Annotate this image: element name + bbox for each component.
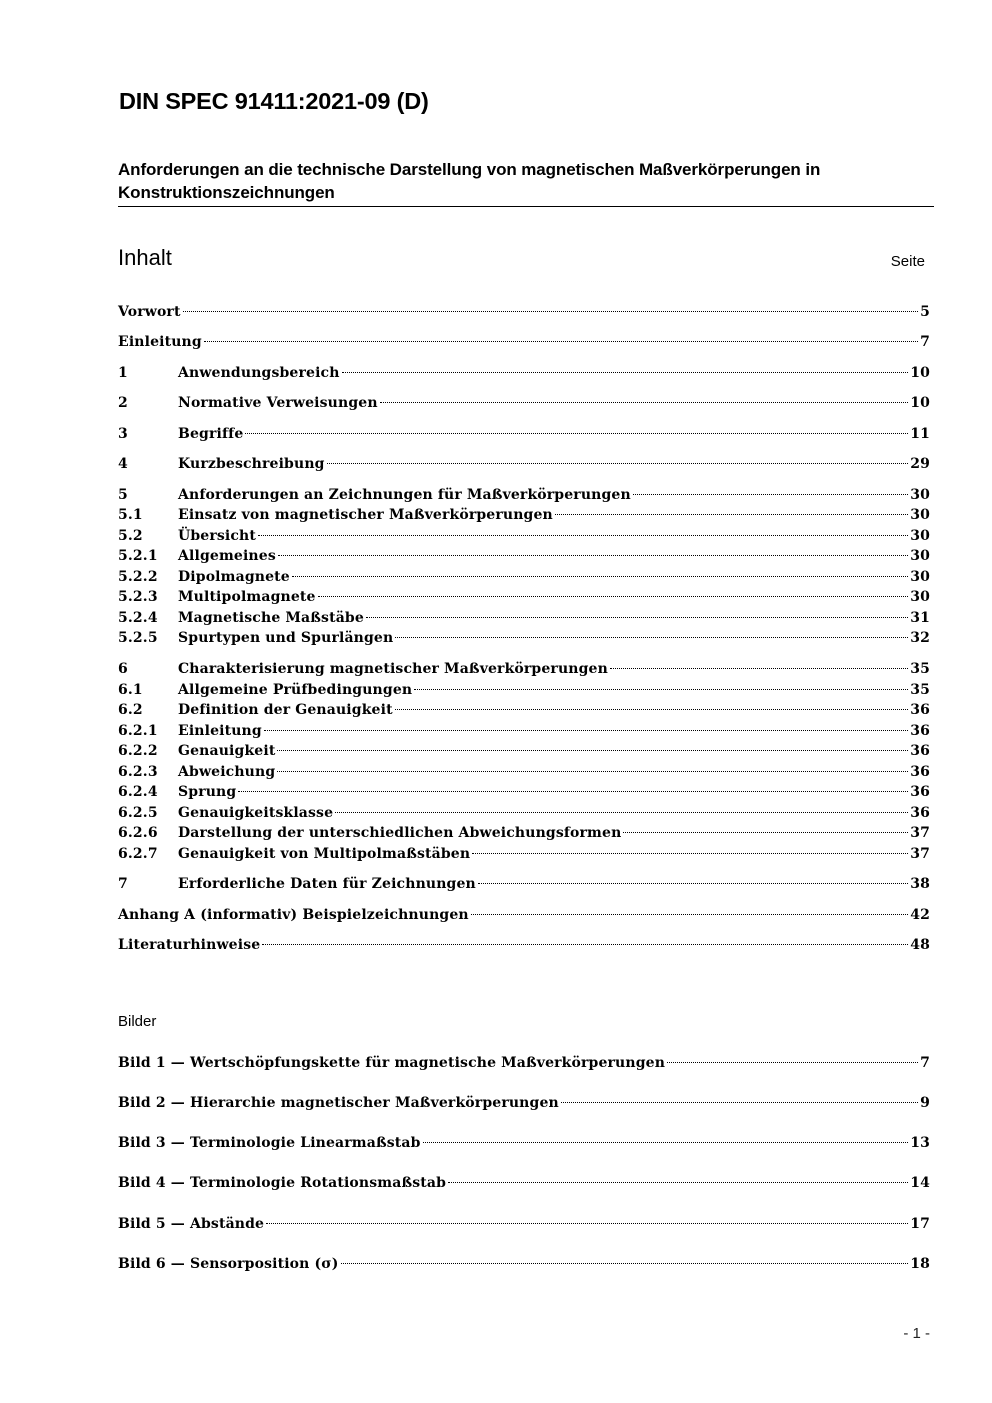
toc-entry-page: 36 <box>910 743 930 759</box>
toc-entry[interactable] <box>118 935 930 955</box>
dot-leader <box>623 832 908 833</box>
toc-entry-page: 30 <box>910 528 930 544</box>
document-title: Anforderungen an die technische Darstellung von magnetischen Maßverkörperungen in Konstruktionszeichnungen <box>118 160 821 202</box>
dot-leader <box>610 668 908 669</box>
figure-entry[interactable] <box>118 1214 930 1234</box>
toc-entry-number: 4 <box>118 456 128 472</box>
dot-leader <box>633 494 908 495</box>
toc-entry-number: 2 <box>118 395 128 411</box>
toc-entry-number: 6.2.3 <box>118 764 158 780</box>
toc-entry-page: 38 <box>910 876 930 892</box>
toc-entry-page: 11 <box>910 426 930 442</box>
dot-leader <box>472 853 908 854</box>
toc-entry-number: 5.2.5 <box>118 630 158 646</box>
toc-entry-number: 6.2.2 <box>118 743 158 759</box>
dot-leader <box>423 1142 909 1143</box>
toc-entry-number: 5.1 <box>118 507 143 523</box>
figure-entry[interactable] <box>118 1173 930 1193</box>
toc-entry[interactable] <box>118 567 930 587</box>
toc-entry[interactable] <box>118 424 930 444</box>
toc-entry-label: Abweichung <box>178 764 276 780</box>
toc-entry-page: 36 <box>910 805 930 821</box>
dot-leader <box>561 1102 918 1103</box>
toc-entry-page: 29 <box>910 456 930 472</box>
dot-leader <box>380 402 909 403</box>
toc-entry-label: Begriffe <box>178 426 244 442</box>
toc-entry-label: Definition der Genauigkeit <box>178 702 393 718</box>
toc-entry[interactable] <box>118 721 930 741</box>
toc-entry-page: 36 <box>910 764 930 780</box>
toc-entry[interactable] <box>118 526 930 546</box>
toc-entry-page: 48 <box>910 937 930 953</box>
toc-entry-label: Genauigkeit von Multipolmaßstäben <box>178 846 471 862</box>
dot-leader <box>204 341 918 342</box>
toc-entry-page: 10 <box>910 365 930 381</box>
figure-entry[interactable] <box>118 1133 930 1153</box>
toc-entry-page: 30 <box>910 589 930 605</box>
page-number: - 1 - <box>903 1325 930 1342</box>
toc-entry-label: Literaturhinweise <box>118 937 261 953</box>
dot-leader <box>264 730 908 731</box>
toc-entry-label: Allgemeine Prüfbedingungen <box>178 682 413 698</box>
dot-leader <box>395 709 909 710</box>
dot-leader <box>183 311 919 312</box>
toc-entry[interactable] <box>118 628 930 648</box>
toc-entry-page: 30 <box>910 487 930 503</box>
page-column-label: Seite <box>890 253 925 270</box>
toc-entry-page: 36 <box>910 723 930 739</box>
toc-entry-page: 35 <box>910 661 930 677</box>
toc-entry-page: 42 <box>910 907 930 923</box>
toc-entry[interactable] <box>118 905 930 925</box>
dot-leader <box>395 637 908 638</box>
toc-entry[interactable] <box>118 454 930 474</box>
dot-leader <box>327 463 909 464</box>
toc-entry-number: 5.2.3 <box>118 589 158 605</box>
toc-entry-number: 7 <box>118 876 128 892</box>
toc-entry-number: 6.2.1 <box>118 723 158 739</box>
figure-entry-label: Bild 2 — Hierarchie magnetischer Maßverkörperungen <box>118 1095 559 1111</box>
toc-entry-number: 5 <box>118 487 128 503</box>
dot-leader <box>318 596 909 597</box>
figure-entry-label: Bild 4 — Terminologie Rotationsmaßstab <box>118 1175 447 1191</box>
figure-entry[interactable] <box>118 1093 930 1113</box>
toc-entry-page: 31 <box>910 610 930 626</box>
toc-entry-label: Übersicht <box>178 528 257 544</box>
dot-leader <box>277 750 908 751</box>
toc-entry-page: 30 <box>910 569 930 585</box>
toc-entry-page: 37 <box>910 846 930 862</box>
document-id: DIN SPEC 91411:2021-09 (D) <box>119 88 429 114</box>
toc-entry-label: Erforderliche Daten für Zeichnungen <box>178 876 476 892</box>
toc-entry-label: Magnetische Maßstäbe <box>178 610 364 626</box>
toc-entry-number: 5.2.2 <box>118 569 158 585</box>
toc-entry-number: 1 <box>118 365 128 381</box>
figure-entry-page: 18 <box>910 1256 930 1272</box>
dot-leader <box>262 944 908 945</box>
toc-entry-number: 5.2 <box>118 528 143 544</box>
toc-entry[interactable] <box>118 803 930 823</box>
toc-entry[interactable] <box>118 485 930 505</box>
toc-entry-label: Dipolmagnete <box>178 569 290 585</box>
toc-entry-label: Einleitung <box>118 334 202 350</box>
dot-leader <box>341 1263 909 1264</box>
dot-leader <box>448 1182 908 1183</box>
figure-entry-page: 17 <box>910 1216 930 1232</box>
toc-entry-label: Charakterisierung magnetischer Maßverkörperungen <box>178 661 608 677</box>
toc-entry-page: 36 <box>910 702 930 718</box>
toc-entry[interactable] <box>118 823 930 843</box>
toc-entry[interactable] <box>118 874 930 894</box>
dot-leader <box>366 617 908 618</box>
toc-entry-label: Kurzbeschreibung <box>178 456 325 472</box>
toc-entry-label: Anhang A (informativ) Beispielzeichnungen <box>118 907 469 923</box>
dot-leader <box>292 576 908 577</box>
toc-entry-page: 7 <box>920 334 930 350</box>
toc-entry[interactable] <box>118 700 930 720</box>
toc-entry[interactable] <box>118 393 930 413</box>
dot-leader <box>555 514 908 515</box>
figure-entry-label: Bild 5 — Abstände <box>118 1216 265 1232</box>
dot-leader <box>258 535 908 536</box>
toc-entry[interactable] <box>118 844 930 864</box>
dot-leader <box>471 914 908 915</box>
dot-leader <box>414 689 908 690</box>
toc-entry[interactable] <box>118 546 930 566</box>
toc-entry-number: 6.1 <box>118 682 143 698</box>
figure-entry-page: 7 <box>920 1055 930 1071</box>
toc-entry[interactable] <box>118 762 930 782</box>
figure-entry[interactable] <box>118 1254 930 1274</box>
toc-entry[interactable] <box>118 587 930 607</box>
title-rule <box>118 206 934 207</box>
toc-entry-page: 35 <box>910 682 930 698</box>
toc-entry-page: 30 <box>910 548 930 564</box>
figure-entry-page: 13 <box>910 1135 930 1151</box>
toc-entry-number: 6.2.4 <box>118 784 158 800</box>
dot-leader <box>277 771 908 772</box>
toc-entry-label: Spurtypen und Spurlängen <box>178 630 394 646</box>
toc-entry[interactable] <box>118 680 930 700</box>
toc-entry-label: Normative Verweisungen <box>178 395 378 411</box>
dot-leader <box>667 1062 918 1063</box>
toc-entry-number: 6.2 <box>118 702 143 718</box>
toc-entry-page: 36 <box>910 784 930 800</box>
toc-entry-number: 5.2.1 <box>118 548 158 564</box>
toc-entry[interactable] <box>118 332 930 352</box>
toc-entry[interactable] <box>118 782 930 802</box>
toc-entry-label: Anforderungen an Zeichnungen für Maßverkörperungen <box>178 487 631 503</box>
dot-leader <box>238 791 908 792</box>
toc-entry-number: 6.2.5 <box>118 805 158 821</box>
toc-entry-page: 10 <box>910 395 930 411</box>
toc-entry-page: 5 <box>920 304 930 320</box>
figure-entry-page: 9 <box>920 1095 930 1111</box>
toc-entry-label: Genauigkeit <box>178 743 276 759</box>
dot-leader <box>245 433 908 434</box>
toc-entry-number: 6.2.6 <box>118 825 158 841</box>
toc-entry-label: Multipolmagnete <box>178 589 316 605</box>
toc-entry-label: Vorwort <box>118 304 181 320</box>
toc-entry-number: 6 <box>118 661 128 677</box>
toc-entry-page: 37 <box>910 825 930 841</box>
toc-heading: Inhalt <box>118 245 172 270</box>
dot-leader <box>478 883 908 884</box>
toc-entry-number: 5.2.4 <box>118 610 158 626</box>
toc-entry[interactable] <box>118 505 930 525</box>
dot-leader <box>335 812 908 813</box>
figures-heading: Bilder <box>118 1013 157 1030</box>
toc-entry-label: Einsatz von magnetischer Maßverkörperungen <box>178 507 553 523</box>
figure-entry-page: 14 <box>910 1175 930 1191</box>
toc-entry[interactable] <box>118 659 930 679</box>
toc-entry[interactable] <box>118 363 930 383</box>
toc-entry-label: Genauigkeitsklasse <box>178 805 334 821</box>
figure-entry-label: Bild 1 — Wertschöpfungskette für magnetische Maßverkörperungen <box>118 1055 666 1071</box>
figure-entry[interactable] <box>118 1053 930 1073</box>
dot-leader <box>278 555 908 556</box>
toc-entry-page: 30 <box>910 507 930 523</box>
toc-entry[interactable] <box>118 741 930 761</box>
figure-entry-label: Bild 3 — Terminologie Linearmaßstab <box>118 1135 421 1151</box>
toc-entry-label: Anwendungsbereich <box>178 365 340 381</box>
toc-entry-label: Darstellung der unterschiedlichen Abweichungsformen <box>178 825 622 841</box>
toc-entry[interactable] <box>118 608 930 628</box>
toc-entry-label: Sprung <box>178 784 237 800</box>
figure-entry-label: Bild 6 — Sensorposition (σ) <box>118 1256 339 1272</box>
dot-leader <box>342 372 909 373</box>
toc-entry-number: 3 <box>118 426 128 442</box>
dot-leader <box>266 1223 908 1224</box>
toc-entry-label: Allgemeines <box>178 548 276 564</box>
toc-entry-page: 32 <box>910 630 930 646</box>
toc-entry-label: Einleitung <box>178 723 262 739</box>
toc-entry-number: 6.2.7 <box>118 846 158 862</box>
toc-entry[interactable] <box>118 302 930 322</box>
